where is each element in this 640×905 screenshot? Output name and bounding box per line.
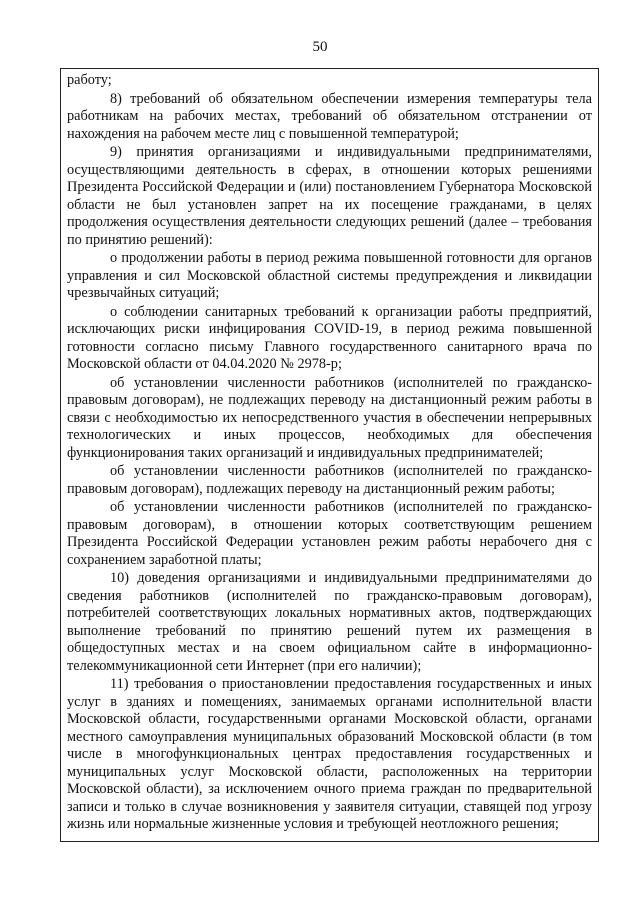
page-number: 50 [312,39,328,55]
paragraph-decision-nonworking-staff: об установлении численности работников (исполнителей по гражданско-правовым договорам), в отношении которых соответствующим решением Президента Российской Федерации установлен режим работы нерабочего дня с сохранением заработной платы; [67,499,592,568]
paragraph-item-10: 10) доведения организациями и индивидуальными предпринимателями до сведения работников (исполнителей по гражданско-правовым договорам), потребителей соответствующих локальных нормативных актов, подтверждающих выполнение требований по принятию решений путем их размещения в общедоступных местах и на своем официальном сайте в информационно-телекоммуникационной сети Интернет (при его наличии); [67,570,592,674]
paragraph-item-11: 11) требования о приостановлении предоставления государственных и иных услуг в зданиях и помещениях, занимаемых органами исполнительной власти Московской области, государственными органами Московской области, органами местного самоуправления муниципальных образований Московской области (в том числе в многофункциональных центрах предоставления государственных и муниципальных услуг Московской области, расположенных на территории Московской области), за исключением очного приема граждан по предварительной записи и только в случае возникновения у заявителя ситуации, ставящей под угрозу жизнь или нормальные жизненные условия и требующей неотложного решения; [67,676,592,832]
paragraph-decision-sanitary: о соблюдении санитарных требований к организации работы предприятий, исключающих риски инфицирования COVID-19, в период режима повышенной готовности согласно письму Главного государственного санитарного врача по Московской области от 04.04.2020 № 2978-р; [67,303,592,372]
paragraph-decision-remote-staff: об установлении численности работников (исполнителей по гражданско-правовым договорам), подлежащих переводу на дистанционный режим работы; [67,463,592,497]
paragraph-decision-continue-work: о продолжении работы в период режима повышенной готовности для органов управления и сил Московской областной системы предупреждения и ликвидации чрезвычайных ситуаций; [67,250,592,301]
document-body [67,72,592,834]
text-frame [60,68,599,842]
paragraph-continuation: работу; [67,72,112,88]
paragraph-decision-onsite-staff: об установлении численности работников (исполнителей по гражданско-правовым договорам), не подлежащих переводу на дистанционный режим работы в связи с необходимостью их непосредственного участия в обеспечении непрерывных технологических и иных процессов, необходимых для обеспечения функционирования таких организаций и индивидуальных предпринимателей; [67,374,592,461]
paragraph-item-8: 8) требований об обязательном обеспечении измерения температуры тела работникам на рабочих местах, требований об обязательном отстранении от нахождения на рабочем месте лиц с повышенной температурой; [67,90,592,142]
paragraph-item-9: 9) принятия организациями и индивидуальными предпринимателями, осуществляющими деятельность в сферах, в отношении которых решениями Президента Российской Федерации и (или) постановлением Губернатора Московской области не был установлен запрет на их посещение гражданами, в целях продолжения осуществления деятельности следующих решений (далее – требования по принятию решений): [67,144,592,248]
